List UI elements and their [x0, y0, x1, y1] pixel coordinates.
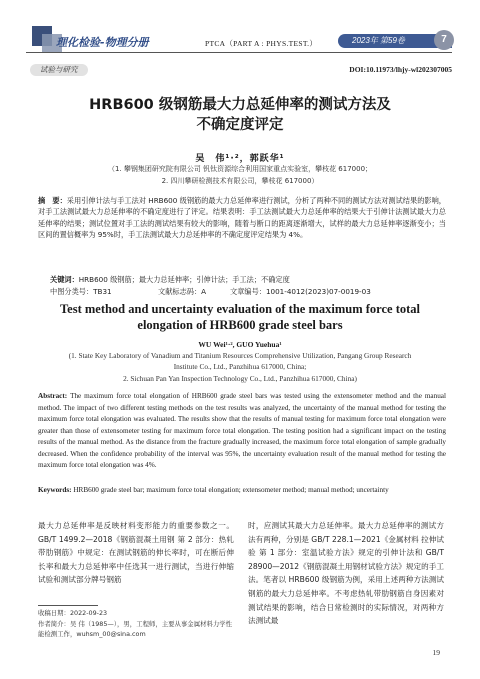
body-column-left: 最大力总延伸率是反映材料变形能力的重要参数之一。GB/T 1499.2—2018《钢筋混凝土用钢 第 2 部分：热轧带肋钢筋》中规定：在测试钢筋的伸长率时，可在断后伸长率和最大力总延伸率中任选其一进行测试，当进行伸缩试验和测试部分牌号钢筋: [38, 521, 234, 585]
clc-number: 中图分类号：TB31: [50, 287, 112, 296]
footnote-author-bio: 作者简介：吴 伟（1985—），男，工程师，主要从事金属材料力学性能检测工作，wuhsm_00@sina.com: [38, 620, 233, 638]
affiliation-cn-2: 2. 四川攀研检测技术有限公司，攀枝花 617000）: [161, 177, 319, 185]
journal-name-en: PTCA（PART A : PHYS.TEST.）: [205, 39, 318, 48]
abstract-en: [38, 391, 446, 472]
header-divider: [26, 52, 452, 53]
journal-name-cn: 理化检验-物理分册: [56, 36, 149, 49]
journal-header: [0, 0, 480, 62]
footnote-received: 收稿日期：2022-09-23: [38, 609, 108, 617]
keywords-cn-label: 关键词：: [50, 275, 79, 284]
article-number: 文章编号：1001-4012(2023)07-0019-03: [230, 287, 371, 296]
issue-number-badge: 7: [434, 30, 454, 50]
classification-row: [50, 287, 450, 297]
keywords-en-label: Keywords:: [38, 486, 72, 494]
footnote-divider: [38, 605, 98, 606]
keywords-cn-text: HRB600 级钢筋；最大力总延伸率；引伸计法；手工法；不确定度: [78, 275, 290, 284]
affiliation-en-1: (1. State Key Laboratory of Vanadium and Titanium Resources Comprehensive Utilization, Pangang Group Research: [68, 351, 412, 360]
document-code: 文献标志码：A: [158, 287, 207, 296]
page-number: 19: [432, 648, 440, 657]
keywords-en-text: HRB600 grade steel bar; maximum force total elongation; extensometer method; manual method; uncertainty: [73, 486, 389, 494]
affiliation-en-2: Institute Co., Ltd., Panzhihua 617000, China;: [173, 362, 307, 371]
abstract-cn: [38, 195, 446, 241]
abstract-cn-text: 采用引伸计法与手工法对 HRB600 级钢筋的最大力总延伸率进行测试，分析了两种不同的测试方法对测试结果的影响，对手工法测试最大力总延伸率的不确定度进行了评定。结果表明：手工法测试最大力总延伸率的结果大于引伸计法测试最大力总延伸率的结果；测试位置对手工法的测试结果有较大的影响，随着与断口的距离逐渐增大，试样的最大力总延伸率逐渐变小；当区间的置信概率为 95%时，手工法测试最大力总延伸率的不确定度评定结果为 4%。: [38, 196, 446, 240]
issue-label: 2023年 第59卷: [352, 36, 405, 45]
abstract-cn-label: 摘 要：: [38, 196, 67, 205]
authors-en: WU Wei¹·², GUO Yuehua¹: [198, 340, 282, 349]
title-en-line-2: elongation of HRB600 grade steel bars: [137, 318, 343, 332]
keywords-cn: [50, 275, 290, 285]
abstract-en-label: Abstract:: [38, 392, 68, 400]
body-column-right: 时，应测试其最大力总延伸率。最大力总延伸率的测试方法有两种，分别是 GB/T 228.1—2021《金属材料 拉伸试验 第 1 部分：室温试验方法》规定的引伸计法和 GB/T 28900—2012《钢筋混凝土用钢材试验方法》规定的手工法。笔者以 HRB600 级钢筋为例，采用上述两种方法测试钢筋的最大力总延伸率。不考虑热轧带肋钢筋自身因素对测试结果的影响，结合日常检测时的实际情况，对两种方法测试最: [248, 521, 444, 626]
title-cn-line-2: 不确定度评定: [196, 117, 284, 133]
abstract-en-text: The maximum force total elongation of HRB600 grade steel bars was tested using the extensometer method and the manual method. The impact of two different testing methods on the test results was analyzed, the uncertainty of the manual method for testing the maximum force total elongation was evaluated. The results show that the results of manual testing for maximum force total elongation were greater than those of extensometer testing for maximum force total elongation. The testing position had a significant impact on the testing results of the manual method. As the distance from the fracture gradually increased, the maximum force total elongation of sample gradually decreased. When the confidence probability of the interval was 95%, the uncertainty evaluation result of the manual method for testing the maximum force total elongation was 4%.: [38, 392, 446, 469]
keywords-en: [38, 485, 446, 497]
title-cn-line-1: HRB600 级钢筋最大力总延伸率的测试方法及: [89, 97, 391, 113]
affiliation-cn-1: （1. 攀钢集团研究院有限公司 钒钛资源综合利用国家重点实验室，攀枝花 617000；: [107, 165, 373, 173]
doi: DOI:10.11973/lhjy-wl202307005: [349, 65, 452, 74]
section-tag: 试验与研究: [30, 64, 88, 76]
title-en-line-1: Test method and uncertainty evaluation of the maximum force total: [59, 302, 421, 316]
affiliation-en-3: 2. Sichuan Pan Yan Inspection Technology Co., Ltd., Panzhihua 617000, China): [123, 374, 357, 383]
authors-cn: 吴 伟¹·²，郭跃华¹: [195, 154, 285, 164]
